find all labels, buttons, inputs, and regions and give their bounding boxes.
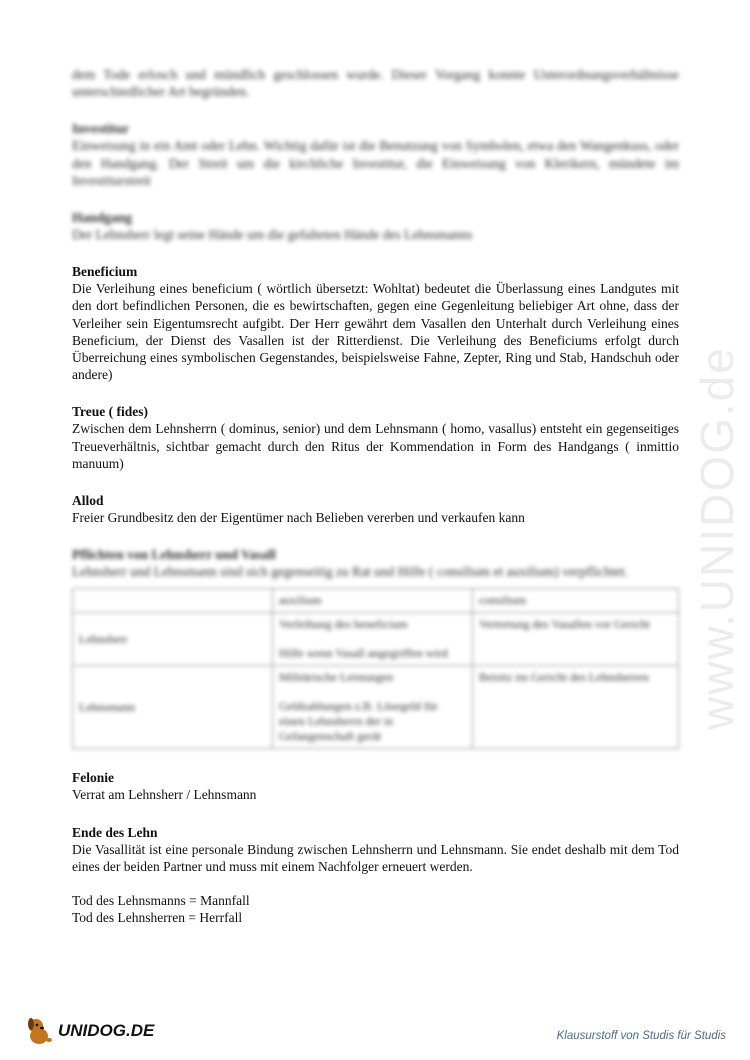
- beneficium-heading: Beneficium: [72, 264, 138, 280]
- watermark: www.UNIDOG.de: [691, 346, 743, 730]
- table-cell: Beisitz im Gericht des Lehnsherren: [472, 666, 678, 749]
- duties-table: [72, 588, 679, 749]
- felonie-text: Verrat am Lehnsherr / Lehnsmann: [72, 787, 257, 803]
- investitur-text: Einweisung in ein Amt oder Lehn. Wichtig dafür ist die Benutzung von Symbolen, etwa den Wangenkuss, oder den Handgang. Der Streit um die kirchliche Investitur, die Einweisung von Klerikern, mündete im Investiturstreit: [72, 138, 679, 188]
- logo-text: UNIDOG.DE: [58, 1021, 155, 1040]
- dog-icon: [22, 1014, 56, 1048]
- table-cell: [272, 666, 472, 749]
- table-cell-line: Hilfe wenn Vasall angegriffen wird: [278, 646, 448, 661]
- ende-text: Die Vasallität ist eine personale Bindung zwischen Lehnsherrn und Lehnsmann. Sie endet deshalb mit dem Tod eines der beiden Partner und muss mit einem Nachfolger erneuert werden.: [72, 841, 679, 874]
- mannfall-line: Tod des Lehnsmanns = Mannfall: [72, 893, 250, 909]
- allod-heading: Allod: [72, 493, 104, 509]
- table-cell-line: Verleihung des beneficium: [278, 617, 408, 632]
- treue-heading: Treue ( fides): [72, 404, 148, 420]
- section-felonie: [72, 769, 679, 803]
- beneficium-text: Die Verleihung eines beneficium ( wörtlich übersetzt: Wohltat) bedeutet die Überlassung eines Landgutes mit den dort befindlichen Personen, die es bewirtschaften, gegen eine Gegenleitung beliebiger Art ohne, dass der Verleiher sein Eigentumsrecht aufgibt. Der Herr gewährt dem Vasallen den Unterhalt durch Verleihung eines Beneficium, der Dienst des Vasallen ist der Ritterdienst. Die Verleihung des Beneficiums erfolgt durch Überreichung eines symbolischen Gegenstandes, beispielsweise Fahne, Zepter, Ring und Stab, Handschuh oder andere): [72, 281, 679, 383]
- section-allod: [72, 492, 679, 526]
- table-header-consilium: consilium: [472, 589, 678, 613]
- table-cell-line: Geldzahlungen z.B. Lösegeld für einen Lehnsherrn der in Gefangenschaft gerät: [278, 699, 438, 744]
- table-row: [73, 666, 679, 749]
- handgang-heading: Handgang: [72, 210, 133, 226]
- ende-heading: Ende des Lehn: [72, 824, 158, 840]
- investitur-heading: Investitur: [72, 121, 129, 137]
- table-header-auxilium: auxilium: [272, 589, 472, 613]
- section-treue: [72, 403, 679, 472]
- table-cell-line: Militärische Leistungen: [278, 670, 394, 685]
- section-investitur: [72, 120, 679, 189]
- herrfall-line: Tod des Lehnsherren = Herrfall: [72, 910, 243, 926]
- section-ende: [72, 824, 679, 927]
- felonie-heading: Felonie: [72, 770, 114, 786]
- table-row: [73, 613, 679, 666]
- handgang-text: Der Lehnsherr legt seine Hände um die gefalteten Hände des Lehnsmanns: [72, 227, 473, 243]
- section-pflichten: [72, 546, 679, 749]
- table-corner-cell: [73, 589, 273, 613]
- footer-tagline: Klausurstoff von Studis für Studis: [556, 1030, 726, 1042]
- section-intro: [72, 66, 679, 100]
- table-cell: Vertretung des Vasallen vor Gericht: [472, 613, 678, 666]
- table-row-label: Lehnsmann: [73, 666, 273, 749]
- table-cell: [272, 613, 472, 666]
- intro-text: dem Tode erlosch und mündlich geschlossen wurde. Dieser Vorgang konnte Unterordnungsverhältnisse unterschiedlicher Art begründen.: [72, 67, 679, 100]
- allod-text: Freier Grundbesitz den der Eigentümer nach Belieben vererben und verkaufen kann: [72, 510, 525, 526]
- table-row-label: Lehnsherr: [73, 613, 273, 666]
- pflichten-text: Lehnsherr und Lehnsmann sind sich gegenseitig zu Rat und Hilfe ( consilium et auxilium) verpflichtet.: [72, 564, 628, 580]
- section-beneficium: [72, 263, 679, 383]
- section-handgang: [72, 209, 679, 243]
- pflichten-heading: Pflichten von Lehnsherr und Vasall: [72, 547, 276, 563]
- treue-text: Zwischen dem Lehnsherrn ( dominus, senior) und dem Lehnsmann ( homo, vasallus) entsteht ein gegenseitiges Treueverhältnis, sichtbar gemacht durch den Ritus der Kommendation in Form des Handgangs ( inmittio manuum): [72, 421, 679, 471]
- document-page: [72, 66, 679, 946]
- unidog-logo: [22, 1014, 154, 1048]
- table-header-row: [73, 589, 679, 613]
